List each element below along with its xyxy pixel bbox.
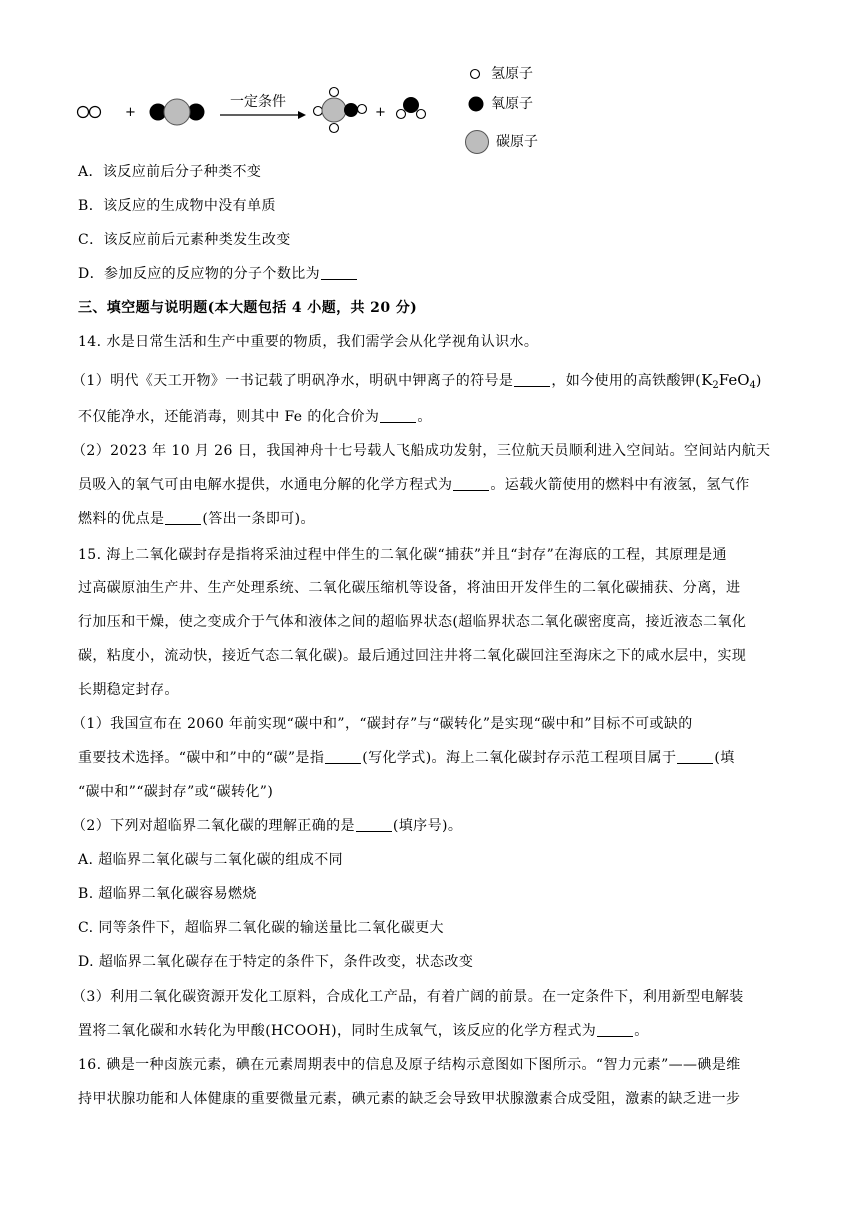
answer-blank[interactable]	[325, 749, 361, 764]
q14-p2-line3-text-a: 燃料的优点是	[78, 511, 165, 527]
q15-part1-line1: （1）我国宣布在 2060 年前实现“碳中和”，“碳封存”与“碳转化”是实现“碳中和”目标不可或缺的	[72, 716, 693, 732]
option-c: C．该反应前后元素种类发生改变	[78, 232, 291, 248]
svg-text:+: +	[125, 105, 136, 120]
legend-oxygen-icon	[469, 97, 484, 112]
legend-carbon-label: 碳原子	[496, 134, 538, 150]
q15-p1-line2-text-b: (写化学式)。海上二氧化碳封存示范工程项目属于	[362, 750, 677, 766]
q14-p1-text-a: （1）明代《天工开物》一书记载了明矾净水，明矾中钾离子的符号是	[72, 373, 514, 389]
svg-text:+: +	[375, 105, 386, 120]
answer-blank[interactable]	[514, 372, 550, 387]
q15-option-a: A. 超临界二氧化碳与二氧化碳的组成不同	[78, 852, 344, 868]
option-d-text: D．参加反应的反应物的分子个数比为	[78, 266, 321, 282]
q15-p1-line2-text-a: 重要技术选择。“碳中和”中的“碳”是指	[78, 750, 325, 766]
answer-blank[interactable]	[356, 817, 392, 832]
k2feo4-formula: $K_2FeO_4$	[701, 371, 756, 391]
carbon-dioxide-molecule-icon	[150, 99, 205, 125]
q15-option-c: C. 同等条件下，超临界二氧化碳的输送量比二氧化碳更大	[78, 920, 444, 936]
q15-option-d: D. 超临界二氧化碳存在于特定的条件下，条件改变，状态改变	[78, 954, 474, 970]
answer-blank[interactable]	[677, 749, 713, 764]
water-molecule-icon	[397, 97, 426, 119]
arrow-condition-label: 一定条件	[230, 94, 286, 110]
answer-blank[interactable]	[165, 510, 201, 525]
answer-blank[interactable]	[453, 476, 489, 491]
option-a: A．该反应前后分子种类不变	[78, 164, 262, 180]
option-b: B．该反应的生成物中没有单质	[78, 198, 276, 214]
molecule-diagram-svg	[70, 58, 630, 158]
q14-stem: 14. 水是日常生活和生产中重要的物质，我们需学会从化学视角认识水。	[78, 334, 539, 350]
q15-part3-line1: （3）利用二氧化碳资源开发化工原料，合成化工产品，有着广阔的前景。在一定条件下，利用新型电解装	[72, 989, 744, 1005]
q14-p1-line2-end: 。	[417, 409, 432, 425]
q15-part1-line3: “碳中和”“碳封存”或“碳转化”)	[78, 784, 274, 800]
reaction-diagram	[70, 58, 630, 158]
q15-p2-text-b: (填序号)。	[392, 818, 463, 834]
legend-carbon-icon	[466, 131, 489, 154]
option-d	[78, 264, 798, 284]
q14-p2-line3-text-b: (答出一条即可)。	[202, 511, 315, 527]
answer-blank[interactable]	[321, 265, 357, 280]
q16-line2: 持甲状腺功能和人体健康的重要微量元素，碘元素的缺乏会导致甲状腺激素合成受阻，激素的缺乏进一步	[78, 1091, 741, 1107]
q14-p1-text-b: ，如今使用的高铁酸钾(	[551, 373, 702, 389]
q14-p2-line2-text-a: 员吸入的氧气可由电解水提供，水通电分解的化学方程式为	[78, 477, 453, 493]
q15-option-b: B. 超临界二氧化碳容易燃烧	[78, 886, 257, 902]
q15-part1-line2	[78, 748, 798, 768]
section-title: 三、填空题与说明题(本大题包括 4 小题，共 20 分)	[78, 300, 418, 316]
q15-line5: 长期稳定封存。	[78, 682, 179, 698]
q15-line4: 碳，粘度小，流动快，接近气态二氧化碳)。最后通过回注井将二氧化碳回注至海床之下的咸水层中，实现	[78, 648, 747, 664]
q16-line1: 16. 碘是一种卤族元素，碘在元素周期表中的信息及原子结构示意图如下图所示。“智力元素”——碘是维	[78, 1057, 741, 1073]
q14-p1-line2-text: 不仅能净水，还能消毒，则其中 Fe 的化合价为	[78, 409, 380, 425]
q15-part2	[72, 816, 792, 836]
q14-part2-line3	[78, 509, 798, 529]
q15-line1: 15. 海上二氧化碳封存是指将采油过程中伴生的二氧化碳“捕获”并且“封存”在海底的工程，其原理是通	[78, 547, 727, 563]
q15-part3-line2	[78, 1021, 798, 1041]
q15-line2: 过高碳原油生产井、生产处理系统、二氧化碳压缩机等设备，将油田开发伴生的二氧化碳捕获、分离，进	[78, 580, 741, 596]
answer-blank[interactable]	[380, 408, 416, 423]
q14-p2-line2-text-b: 。运载火箭使用的燃料中有液氢，氢气作	[490, 477, 750, 493]
hydrogen-molecule-icon	[78, 107, 101, 118]
answer-blank[interactable]	[597, 1022, 633, 1037]
methanol-molecule-icon	[314, 88, 367, 133]
q15-p2-text-a: （2）下列对超临界二氧化碳的理解正确的是	[72, 818, 355, 834]
q15-line3: 行加压和干燥，使之变成介于气体和液体之间的超临界状态(超临界状态二氧化碳密度高，接近液态二氧化	[78, 614, 747, 630]
q15-p3-line2-text-a: 置将二氧化碳和水转化为甲酸(HCOOH)，同时生成氧气，该反应的化学方程式为	[78, 1023, 597, 1039]
q14-part2-line2	[78, 475, 798, 495]
q14-part1-line2	[78, 407, 798, 427]
q15-p3-line2-text-b: 。	[634, 1023, 649, 1039]
legend-hydrogen-label: 氢原子	[491, 66, 533, 82]
q14-part1-line1	[72, 370, 792, 391]
legend-oxygen-label: 氧原子	[491, 96, 533, 112]
legend-hydrogen-icon	[471, 70, 480, 79]
q14-p1-text-c: )	[755, 373, 762, 389]
q14-part2-line1: （2）2023 年 10 月 26 日，我国神舟十七号载人飞船成功发射，三位航天员顺利进入空间站。空间站内航天	[72, 443, 771, 459]
q15-p1-line2-text-c: (填	[714, 750, 735, 766]
